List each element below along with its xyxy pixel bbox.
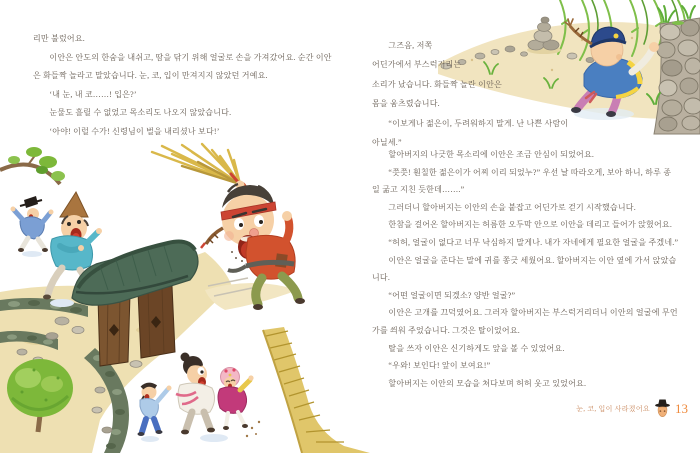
straw-broom: [152, 144, 240, 184]
text-line: 그러더니 할아버지는 이안의 손을 붙잡고 어딘가로 걷기 시작했습니다.: [372, 202, 636, 212]
chapter-title: 눈, 코, 입이 사라졌어요: [576, 404, 650, 413]
text-line: 할아버지는 이안의 모습을 쳐다보며 허허 웃고 있었어요.: [372, 378, 587, 388]
text-line: 할아버지의 나긋한 목소리에 이안은 조금 안심이 되었어요.: [372, 150, 595, 159]
text-line: 탈을 쓰자 이안은 신기하게도 앞을 볼 수 있었어요.: [372, 343, 565, 353]
left-page-text: [33, 30, 367, 142]
text-line: 가를 씌워 주었습니다. 그것은 탈이었어요.: [372, 325, 520, 335]
text-line: 눈물도 흘릴 수 없었고 목소리도 나오지 않았습니다.: [33, 108, 232, 118]
text-line: 이안은 고개를 끄덕였어요. 그러자 할아버지는 부스럭거리더니 이안의 얼굴에 무언: [372, 308, 678, 318]
text-line: “우와! 보인다! 앞이 보여요!”: [372, 361, 491, 371]
page-footer: [576, 399, 688, 418]
text-line: 이안은 얼굴을 준다는 말에 귀를 쫑긋 세웠어요. 할아버지는 이안 옆에 가서 앉았습: [372, 255, 677, 265]
right-page-body-text: [372, 146, 684, 392]
text-line: ‘내 눈, 내 코……! 입은?’: [33, 89, 137, 99]
village-chase-illustration: [0, 140, 370, 453]
text-line: 어딘가에서 부스럭거리는: [372, 60, 462, 70]
text-line: 은 화들짝 놀라고 말았습니다. 눈, 코, 입이 만져지지 않았던 거예요.: [33, 71, 268, 81]
tree-branch: [0, 147, 65, 184]
text-line: 몸을 움츠렸습니다.: [372, 99, 440, 109]
text-line: 일 굶고 지친 듯한데…….”: [372, 185, 465, 195]
fleeing-child: [138, 385, 172, 443]
page-number: 13: [675, 400, 688, 416]
right-page-intro-text: [372, 36, 672, 152]
text-line: ‘아야! 이럴 수가! 신령님이 벌을 내리셨나 보다!’: [33, 126, 220, 136]
text-line: “쯧쯧! 훤칠한 젊은이가 어찌 이리 되었누?” 우선 날 따라오게, 보아 하니, 하루 종: [372, 167, 672, 177]
straw-fence: [263, 327, 370, 453]
text-line: 니다.: [372, 273, 391, 283]
falling-villager: [11, 196, 54, 257]
text-line: “허허, 얼굴이 없다고 너무 낙심하지 말게나. 내가 자네에게 필요한 얼굴을 주겠네.”: [372, 237, 679, 247]
text-line: “어떤 얼굴이면 되겠소? 양반 얼굴?”: [372, 290, 516, 300]
fleeing-mother-and-baby: [176, 353, 260, 443]
text-line: 리만 불렀어요.: [33, 34, 85, 43]
text-line: 아닐세.”: [372, 138, 402, 148]
text-line: 이안은 안도의 한숨을 내쉬고, 땀을 닦기 위해 얼굴로 손을 가져갔어요. 순간 이안: [33, 52, 332, 62]
mascot-face-icon: [655, 399, 670, 418]
text-line: 소리가 났습니다. 화들짝 놀란 이안은: [372, 79, 502, 89]
text-line: 한참을 걸어온 할아버지는 허름한 오두막 안으로 이안을 데리고 들어가 앉혔어요.: [372, 220, 673, 230]
text-line: 그즈음, 저쪽: [372, 41, 433, 50]
text-line: “이보게나 젊은이, 두려워하지 말게. 난 나쁜 사람이: [372, 118, 569, 128]
